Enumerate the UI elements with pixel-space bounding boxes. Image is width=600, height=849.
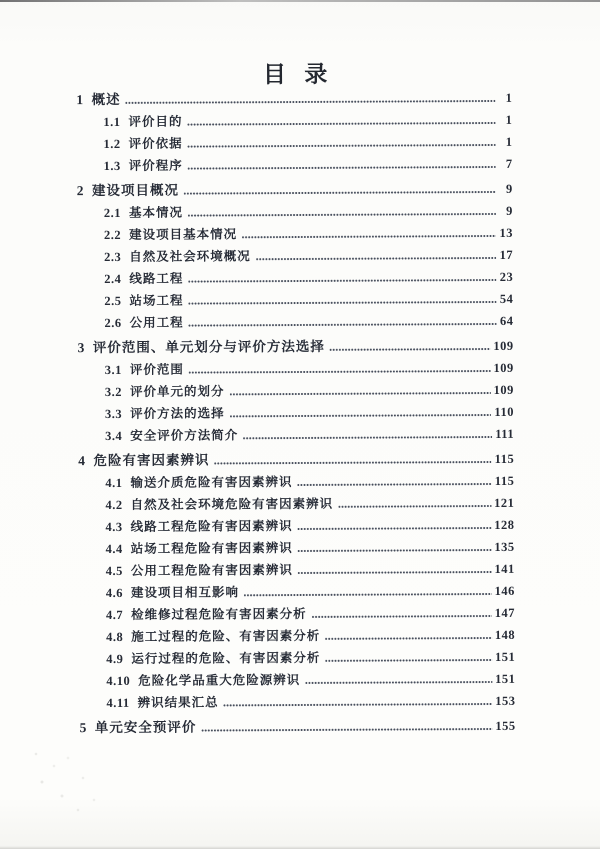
toc-entry [78, 398, 514, 422]
toc-entry-number: 3.2 [104, 384, 122, 400]
toc-entry-label: 单元安全预评价 [94, 719, 197, 736]
toc-entry [77, 219, 513, 243]
toc-entry-page: 9 [505, 181, 513, 196]
dot-leader [126, 99, 496, 105]
toc-entry-label: 输送介质危险有害因素辨识 [130, 475, 293, 490]
toc-entry-page: 9 [506, 203, 513, 218]
toc-entry [76, 128, 512, 152]
toc-entry-page: 17 [499, 247, 514, 262]
toc-entry-label: 评价单元的划分 [129, 384, 225, 399]
toc-entry-label: 评价范围 [129, 362, 184, 377]
toc-entry-label: 自然及社会环境概况 [129, 249, 251, 264]
toc-entry-number: 4.6 [105, 585, 124, 601]
toc-entry [77, 197, 513, 221]
toc-entry [77, 175, 513, 199]
dot-leader [224, 702, 493, 707]
toc-entry-page: 147 [494, 605, 516, 620]
toc-entry [79, 599, 515, 623]
dot-leader [305, 680, 492, 685]
toc-entry-label: 评价依据 [128, 136, 183, 151]
toc-entry [78, 467, 514, 491]
toc-entry-page: 23 [499, 269, 514, 284]
dot-leader [244, 592, 492, 597]
toc-entry-label: 公用工程 [129, 315, 184, 330]
toc-entry-page: 135 [494, 539, 515, 554]
dot-leader [189, 322, 497, 328]
dot-leader [325, 636, 492, 641]
toc-entry-label: 站场工程 [129, 293, 184, 308]
toc-entry-label: 公用工程危险有害因素辨识 [130, 563, 293, 578]
toc-entry-page: 64 [499, 313, 514, 328]
toc-entry [79, 577, 515, 601]
dot-leader [298, 548, 492, 553]
dot-leader [214, 460, 491, 465]
toc-entry-label: 自然及社会环境危险有害因素辨识 [130, 496, 334, 512]
toc-entry-number: 4.1 [105, 475, 123, 491]
toc-entry-number: 3.3 [104, 406, 123, 422]
dot-leader [298, 570, 492, 575]
toc-entry-number: 2.6 [104, 315, 122, 331]
dot-leader [298, 526, 492, 531]
toc-entry-number: 4.11 [106, 695, 130, 711]
toc-entry [78, 420, 514, 444]
toc-entry-page: 115 [494, 451, 515, 466]
toc-entry-label: 基本情况 [128, 205, 184, 220]
toc-entry-number: 1.3 [103, 158, 121, 174]
toc-entry-number: 3.1 [104, 362, 122, 378]
toc-entry-page: 115 [494, 473, 515, 488]
toc-entry-number: 2.1 [103, 205, 122, 221]
toc-entry [76, 84, 512, 108]
toc-entry-label: 评价程序 [128, 158, 183, 173]
dot-leader [242, 234, 496, 239]
toc-entry-page: 7 [505, 156, 513, 171]
toc-entry-number: 2.2 [103, 227, 122, 243]
toc-entry-number: 4.7 [105, 607, 124, 623]
toc-entry-label: 评价方法的选择 [130, 406, 225, 421]
toc-entry-page: 111 [495, 426, 515, 441]
toc-entry [78, 332, 514, 356]
dot-leader [312, 614, 492, 619]
toc-entry-page: 146 [494, 583, 515, 598]
dot-leader [189, 369, 491, 375]
toc-entry [78, 376, 514, 400]
toc-entry [79, 643, 515, 667]
toc-entry-page: 1 [505, 112, 513, 127]
dot-leader [229, 391, 490, 396]
scan-edge-top [0, 0, 600, 2]
toc-entry-number: 4.5 [105, 563, 123, 579]
toc-entry-page: 148 [494, 627, 516, 642]
toc-entry-number: 4.2 [105, 497, 123, 513]
toc-entry-number: 1.2 [103, 136, 121, 152]
toc-entry [78, 489, 514, 513]
toc-entry-number: 2.3 [104, 249, 122, 265]
toc-entry-label: 检维修过程危险有害因素分析 [131, 606, 307, 622]
toc-entry-page: 121 [494, 495, 515, 510]
toc-entry-page: 141 [494, 561, 515, 576]
toc-entry-page: 110 [494, 404, 514, 419]
toc-entry-page: 128 [494, 517, 515, 532]
dot-leader [188, 165, 496, 171]
toc-entry [78, 511, 514, 535]
dot-leader [230, 413, 492, 418]
toc-entry-number: 4 [78, 453, 86, 469]
toc-entry [76, 106, 512, 130]
toc-entry-label: 概述 [91, 91, 121, 108]
toc-entry-number: 2 [76, 183, 85, 199]
toc-entry-label: 建设项目基本情况 [129, 227, 238, 242]
toc-entry-label: 线路工程危险有害因素辨识 [130, 519, 293, 534]
toc-entry [79, 665, 515, 689]
toc-entry-page: 54 [499, 291, 514, 306]
toc-entry-page: 155 [495, 718, 516, 733]
dot-leader [256, 256, 496, 261]
toc-entry [79, 687, 515, 711]
toc-entry-label: 评价范围、单元划分与评价方法选择 [92, 338, 325, 356]
toc-entry [78, 445, 514, 469]
toc-entry-label: 运行过程的危险、有害因素分析 [131, 650, 321, 666]
toc-entry [77, 307, 513, 331]
dot-leader [243, 435, 492, 440]
toc-entry-number: 4.4 [105, 541, 123, 557]
dot-leader [297, 482, 491, 487]
toc-entry-number: 5 [79, 720, 87, 736]
toc-entry [79, 621, 515, 645]
toc-entry-label: 危险化学品重大危险源辨识 [138, 673, 301, 688]
toc-entry [77, 241, 513, 265]
dot-leader [188, 278, 496, 284]
dot-leader [188, 121, 496, 127]
toc-entry-page: 1 [505, 134, 513, 149]
dot-leader [184, 190, 496, 196]
toc-entry-page: 109 [493, 360, 514, 375]
page-title: 目 录 [262, 60, 334, 88]
toc-entry-number: 2.4 [104, 271, 122, 287]
scan-speckle-texture [28, 748, 118, 818]
dot-leader [330, 347, 491, 352]
toc-entry-number: 1.1 [103, 114, 121, 130]
toc-entry-number: 1 [76, 92, 84, 108]
toc-entry-label: 建设项目概况 [91, 182, 180, 199]
toc-entry [77, 150, 513, 174]
dot-leader [338, 504, 491, 509]
toc-entry-page: 151 [494, 649, 516, 664]
toc-entry-number: 4.9 [106, 651, 124, 667]
toc-entry-number: 3 [77, 340, 85, 356]
toc-entry-page: 109 [493, 338, 514, 353]
toc-entry [79, 555, 515, 579]
toc-entry-page: 151 [495, 671, 516, 686]
toc-entry-number: 3.4 [105, 428, 123, 444]
toc-entry [77, 263, 513, 287]
dot-leader [188, 212, 496, 218]
toc-entry [80, 712, 516, 736]
toc-entry-label: 建设项目相互影响 [130, 585, 240, 600]
toc-entry-number: 4.8 [106, 629, 124, 645]
toc-entry [78, 354, 514, 378]
toc-entry-page: 153 [495, 693, 516, 708]
toc-list [76, 84, 515, 736]
toc-entry-label: 施工过程的危险、有害因素分析 [131, 628, 321, 644]
toc-entry-label: 危险有害因素辨识 [93, 452, 210, 469]
toc-entry-number: 4.10 [106, 673, 131, 689]
toc-entry-label: 评价目的 [128, 114, 183, 129]
dot-leader [201, 727, 492, 733]
toc-entry-label: 线路工程 [129, 271, 184, 286]
toc-entry-label: 辨识结果汇总 [137, 695, 219, 710]
toc-entry-number: 2.5 [104, 293, 122, 309]
toc-entry-page: 109 [493, 382, 514, 397]
toc-entry-label: 安全评价方法简介 [130, 428, 239, 443]
dot-leader [325, 658, 492, 663]
toc-entry-number: 4.3 [105, 519, 123, 535]
toc-entry-page: 13 [499, 225, 514, 240]
toc-entry [77, 285, 513, 309]
toc-entry-label: 站场工程危险有害因素辨识 [130, 541, 293, 556]
toc-entry-page: 1 [505, 90, 513, 105]
toc-entry [79, 533, 515, 557]
dot-leader [188, 143, 496, 149]
dot-leader [188, 300, 496, 306]
